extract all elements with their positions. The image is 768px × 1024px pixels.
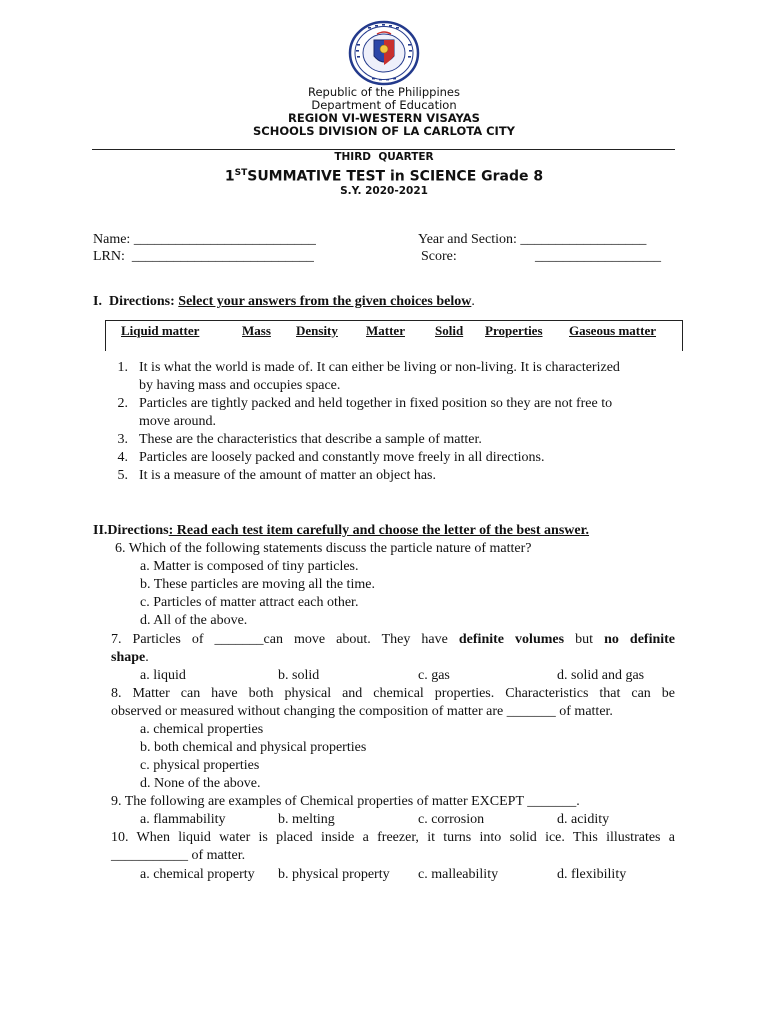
item-2-line2: move around.	[139, 414, 216, 429]
q9-option-d[interactable]: d. acidity	[557, 812, 610, 827]
q10-stem-line2: ___________ of matter.	[111, 848, 246, 863]
part1-directions-text: Select your answers from the given choices below	[178, 294, 472, 309]
q7-option-d[interactable]: d. solid and gas	[557, 668, 645, 683]
item-3-number: 3.	[117, 432, 128, 447]
deped-seal-icon	[348, 20, 420, 86]
score-blank[interactable]: __________________	[535, 249, 661, 264]
q9-option-c[interactable]: c. corrosion	[418, 812, 485, 827]
q7-option-b[interactable]: b. solid	[278, 668, 320, 683]
q7-stem-b: definite volumes	[458, 632, 565, 647]
q7-stem-a: 7. Particles of _______can move about. They have	[111, 632, 459, 647]
q6-option-d[interactable]: d. All of the above.	[140, 613, 248, 628]
q8-option-b[interactable]: b. both chemical and physical properties	[140, 740, 367, 755]
q10-option-b[interactable]: b. physical property	[278, 867, 390, 882]
q10-option-a[interactable]: a. chemical property	[140, 867, 255, 882]
choice-mass: Mass	[242, 323, 271, 338]
q8-option-c[interactable]: c. physical properties	[140, 758, 260, 773]
q8-option-d[interactable]: d. None of the above.	[140, 776, 261, 791]
q6-option-b[interactable]: b. These particles are moving all the time.	[140, 577, 375, 592]
item-4-line1: Particles are loosely packed and constantly move freely in all directions.	[139, 450, 545, 465]
title-number: 1	[224, 168, 235, 185]
part2-numeral: II.	[93, 523, 108, 538]
lrn-field[interactable]	[93, 248, 314, 266]
item-5-number: 5.	[117, 468, 128, 483]
item-5-line1: It is a measure of the amount of matter an object has.	[139, 468, 437, 483]
q8-stem-line2: observed or measured without changing the composition of matter are _______ of matter.	[111, 704, 613, 719]
part2-directions-label: Directions	[107, 523, 169, 538]
q8-stem-line1: 8. Matter can have both physical and chemical properties. Characteristics that can be	[111, 686, 675, 701]
name-field[interactable]	[93, 231, 316, 249]
q7-stem-f: .	[145, 650, 149, 665]
part2-directions-text: : Read each test item carefully and choose the letter of the best answer.	[168, 523, 590, 538]
choice-gaseous-matter: Gaseous matter	[569, 323, 657, 338]
choice-density: Density	[296, 323, 338, 338]
choice-liquid-matter: Liquid matter	[121, 323, 200, 338]
q6-option-a[interactable]: a. Matter is composed of tiny particles.	[140, 559, 359, 574]
choice-matter: Matter	[366, 323, 405, 338]
title-text: SUMMATIVE TEST in SCIENCE Grade 8	[247, 168, 544, 185]
part1-directions-label: Directions:	[108, 294, 175, 309]
q6-stem: 6. Which of the following statements discuss the particle nature of matter?	[115, 541, 532, 556]
item-1-number: 1.	[117, 360, 128, 375]
quarter-label: THIRD QUARTER	[334, 151, 434, 163]
q7-stem-line1	[111, 631, 675, 649]
item-1-line2: by having mass and occupies space.	[139, 378, 341, 393]
item-3-line1: These are the characteristics that describe a sample of matter.	[139, 432, 482, 447]
lrn-label: LRN:	[93, 249, 125, 264]
q9-option-a[interactable]: a. flammability	[140, 812, 226, 827]
q7-option-a[interactable]: a. liquid	[140, 668, 186, 683]
item-2-number: 2.	[117, 396, 128, 411]
name-label: Name:	[93, 232, 131, 247]
lrn-blank: __________________________	[131, 249, 314, 264]
item-1-line1: It is what the world is made of. It can either be living or non-living. It is characterized	[139, 360, 620, 375]
part1-numeral: I.	[93, 294, 102, 309]
q8-option-a[interactable]: a. chemical properties	[140, 722, 264, 737]
school-year: S.Y. 2020-2021	[340, 185, 428, 197]
header-republic: Republic of the Philippines	[307, 85, 461, 99]
choice-solid: Solid	[435, 323, 464, 338]
part1-directions	[93, 293, 475, 311]
q7-option-c[interactable]: c. gas	[418, 668, 450, 683]
section-field[interactable]	[418, 231, 646, 249]
name-blank: __________________________	[133, 232, 316, 247]
header-divider	[92, 149, 675, 150]
q10-stem-line1: 10. When liquid water is placed inside a freezer, it turns into solid ice. This illustrates a	[111, 830, 675, 845]
q6-option-c[interactable]: c. Particles of matter attract each other.	[140, 595, 359, 610]
q10-option-d[interactable]: d. flexibility	[557, 867, 627, 882]
choice-properties: Properties	[485, 323, 543, 338]
header-region: REGION VI-WESTERN VISAYAS	[288, 111, 480, 125]
item-2-line1: Particles are tightly packed and held together in fixed position so they are not free to	[139, 396, 613, 411]
part1-directions-end: .	[471, 294, 475, 309]
title-superscript: ST	[234, 168, 248, 178]
q7-stem-line2	[111, 649, 149, 667]
section-label: Year and Section:	[418, 232, 517, 247]
section-blank: __________________	[520, 232, 647, 247]
score-label: Score:	[421, 249, 457, 264]
item-4-number: 4.	[117, 450, 128, 465]
q9-option-b[interactable]: b. melting	[278, 812, 335, 827]
q7-stem-d: no definite	[604, 632, 676, 647]
header-division: SCHOOLS DIVISION OF LA CARLOTA CITY	[253, 124, 515, 138]
part2-directions	[93, 522, 589, 540]
q10-option-c[interactable]: c. malleability	[418, 867, 499, 882]
header-department: Department of Education	[311, 98, 457, 112]
q7-stem-e: shape	[111, 650, 146, 665]
test-title	[0, 164, 768, 186]
q7-stem-c: but	[564, 632, 605, 647]
q9-stem: 9. The following are examples of Chemical properties of matter EXCEPT _______.	[111, 794, 580, 809]
